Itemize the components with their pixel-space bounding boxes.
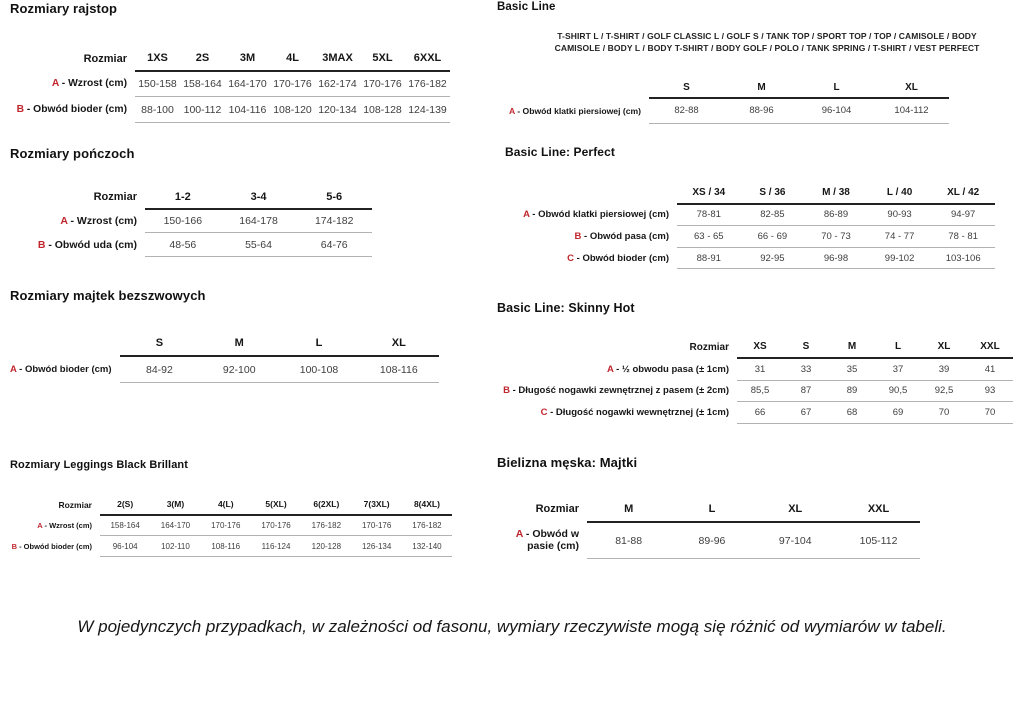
measurement-label: B - Obwód bioder (cm) xyxy=(16,104,127,116)
section-basic-line-skinny-hot xyxy=(497,301,1024,424)
size-value: 170-176 xyxy=(201,515,251,536)
size-value: 96-104 xyxy=(100,536,150,557)
measurement-row xyxy=(10,356,439,383)
measurement-letter: B xyxy=(503,385,510,397)
size-value: 174-182 xyxy=(296,209,372,233)
size-value: 170-176 xyxy=(270,71,315,97)
size-column-header: M / 38 xyxy=(804,182,868,204)
size-value: 104-116 xyxy=(225,97,270,123)
size-column-header: 5(XL) xyxy=(251,495,301,515)
measurement-row xyxy=(10,71,450,97)
measurement-label: B - Obwód pasa (cm) xyxy=(574,230,669,242)
size-column-header: XXL xyxy=(967,336,1013,358)
size-value: 150-158 xyxy=(135,71,180,97)
size-value: 162-174 xyxy=(315,71,360,97)
measurement-label: A - Obwód bioder (cm) xyxy=(10,363,112,375)
size-value: 170-176 xyxy=(351,515,401,536)
size-column-header: L xyxy=(875,336,921,358)
section-title: Rozmiary rajstop xyxy=(10,1,118,16)
measurement-letter: A xyxy=(60,214,68,227)
size-column-header: 5XL xyxy=(360,47,405,71)
section-basic-line-perfect xyxy=(497,146,1019,269)
size-table-leggings xyxy=(10,495,452,558)
size-table-skinny-hot xyxy=(497,336,1013,424)
size-value: 41 xyxy=(967,358,1013,380)
measurement-row xyxy=(497,204,995,226)
product-list-line: T-SHIRT L / T-SHIRT / GOLF CLASSIC L / GOLF S / TANK TOP / SPORT TOP / TOP / CAMISOLE / BODY xyxy=(557,31,977,42)
size-column-header: 3-4 xyxy=(221,186,297,209)
size-value: 82-88 xyxy=(649,98,724,123)
measurement-row xyxy=(10,233,372,257)
size-column-header: 1XS xyxy=(135,47,180,71)
size-value: 120-134 xyxy=(315,97,360,123)
size-column-header: S xyxy=(783,336,829,358)
product-list-line: CAMISOLE / BODY L / BODY T-SHIRT / BODY GOLF / POLO / TANK SPRING / T-SHIRT / VEST PERFECT xyxy=(554,43,980,54)
size-value: 78-81 xyxy=(677,204,741,226)
size-column-header: XL xyxy=(754,497,837,522)
measurement-label: C - Długość nogawki wewnętrznej (± 1cm) xyxy=(540,407,729,419)
measurement-row xyxy=(497,98,949,123)
measurement-label: A - Obwód klatki piersiowej (cm) xyxy=(523,209,669,221)
size-column-header: XS / 34 xyxy=(677,182,741,204)
size-value: 164-170 xyxy=(225,71,270,97)
size-value: 33 xyxy=(783,358,829,380)
size-value: 92-100 xyxy=(199,356,279,383)
measurement-label: A - Obwód klatki piersiowej (cm) xyxy=(509,105,641,116)
size-corner-label: Rozmiar xyxy=(689,341,729,353)
measurement-label: B - Obwód bioder (cm) xyxy=(11,541,92,551)
size-value: 126-134 xyxy=(351,536,401,557)
size-value: 176-182 xyxy=(402,515,452,536)
size-table-majtki-meskie xyxy=(497,497,920,560)
size-column-header: 5-6 xyxy=(296,186,372,209)
size-column-header: XS xyxy=(737,336,783,358)
measurement-letter: A xyxy=(606,363,614,375)
size-value: 116-124 xyxy=(251,536,301,557)
size-value: 84-92 xyxy=(120,356,200,383)
size-value: 150-166 xyxy=(145,209,221,233)
size-value: 94-97 xyxy=(931,204,995,226)
size-value: 92-95 xyxy=(741,247,805,269)
size-value: 158-164 xyxy=(180,71,225,97)
section-leggings xyxy=(10,459,470,557)
header-row xyxy=(10,331,439,356)
section-title: Basic Line: Skinny Hot xyxy=(497,301,635,315)
size-value: 105-112 xyxy=(837,522,920,559)
size-column-header: 2S xyxy=(180,47,225,71)
measurement-row xyxy=(497,380,1013,402)
section-title: Bielizna męska: Majtki xyxy=(497,455,638,470)
size-value: 89-96 xyxy=(670,522,753,559)
size-value: 132-140 xyxy=(402,536,452,557)
size-table-majtki-bezszwowe xyxy=(10,331,439,384)
measurement-label: A - Obwód w pasie (cm) xyxy=(515,527,579,553)
size-column-header: 7(3XL) xyxy=(351,495,401,515)
header-row xyxy=(10,186,372,209)
size-value: 124-139 xyxy=(405,97,450,123)
size-value: 82-85 xyxy=(741,204,805,226)
header-row xyxy=(10,47,450,71)
measurement-letter: A xyxy=(515,527,523,540)
size-value: 70 xyxy=(967,402,1013,424)
measurement-label: A - Wzrost (cm) xyxy=(37,520,92,530)
size-corner-label xyxy=(10,331,120,356)
measurement-letter: A xyxy=(51,78,59,90)
size-value: 74 - 77 xyxy=(868,225,932,247)
section-title: Basic Line: Perfect xyxy=(505,145,615,159)
size-value: 67 xyxy=(783,402,829,424)
size-value: 176-182 xyxy=(405,71,450,97)
size-table-ponczochy xyxy=(10,186,372,258)
measurement-letter: B xyxy=(16,104,25,116)
size-column-header: S xyxy=(120,331,200,356)
measurement-label: B - Obwód uda (cm) xyxy=(37,238,137,251)
size-value: 88-96 xyxy=(724,98,799,123)
size-column-header: 8(4XL) xyxy=(402,495,452,515)
section-title: Rozmiary majtek bezszwowych xyxy=(10,288,206,303)
size-column-header: M xyxy=(587,497,670,522)
size-value: 100-108 xyxy=(279,356,359,383)
size-value: 90,5 xyxy=(875,380,921,402)
size-value: 164-178 xyxy=(221,209,297,233)
size-value: 170-176 xyxy=(360,71,405,97)
size-corner-label: Rozmiar xyxy=(93,191,137,204)
size-column-header: L / 40 xyxy=(868,182,932,204)
size-value: 64-76 xyxy=(296,233,372,257)
size-value: 85,5 xyxy=(737,380,783,402)
size-value: 66 xyxy=(737,402,783,424)
size-value: 48-56 xyxy=(145,233,221,257)
measurement-row xyxy=(10,97,450,123)
size-value: 63 - 65 xyxy=(677,225,741,247)
size-value: 176-182 xyxy=(301,515,351,536)
size-value: 92,5 xyxy=(921,380,967,402)
size-value: 70 - 73 xyxy=(804,225,868,247)
size-column-header: XL xyxy=(921,336,967,358)
size-value: 86-89 xyxy=(804,204,868,226)
size-value: 158-164 xyxy=(100,515,150,536)
section-ponczochy xyxy=(10,147,470,257)
size-value: 108-116 xyxy=(201,536,251,557)
measurement-label: B - Długość nogawki zewnętrznej z pasem (± 2cm) xyxy=(503,385,729,397)
size-value: 87 xyxy=(783,380,829,402)
size-value: 108-116 xyxy=(359,356,439,383)
measurement-row xyxy=(497,225,995,247)
size-corner-label xyxy=(497,77,649,98)
size-value: 68 xyxy=(829,402,875,424)
size-column-header: M xyxy=(829,336,875,358)
size-value: 81-88 xyxy=(587,522,670,559)
size-value: 102-110 xyxy=(150,536,200,557)
section-bielizna-meska xyxy=(497,456,927,559)
size-value: 108-128 xyxy=(360,97,405,123)
size-column-header: 6XXL xyxy=(405,47,450,71)
section-majtki-bezszwowe xyxy=(10,289,470,383)
measurement-label: A - ½ obwodu pasa (± 1cm) xyxy=(606,363,729,375)
measurement-letter: A xyxy=(37,520,43,530)
size-value: 39 xyxy=(921,358,967,380)
size-column-header: 6(2XL) xyxy=(301,495,351,515)
size-value: 96-104 xyxy=(799,98,874,123)
size-column-header: S xyxy=(649,77,724,98)
size-value: 99-102 xyxy=(868,247,932,269)
size-table-basic-line xyxy=(497,77,949,124)
section-title: Rozmiary Leggings Black Brillant xyxy=(10,459,189,471)
size-column-header: XL xyxy=(874,77,949,98)
measurement-letter: C xyxy=(540,407,548,419)
size-value: 35 xyxy=(829,358,875,380)
size-value: 70 xyxy=(921,402,967,424)
size-column-header: 3MAX xyxy=(315,47,360,71)
measurement-letter: A xyxy=(523,209,530,221)
section-rajstop xyxy=(10,2,470,123)
measurement-row xyxy=(10,536,452,557)
size-column-header: M xyxy=(199,331,279,356)
size-value: 66 - 69 xyxy=(741,225,805,247)
measurement-letter: B xyxy=(37,238,46,251)
measurement-letter: A xyxy=(509,105,515,116)
size-value: 78 - 81 xyxy=(931,225,995,247)
size-column-header: XXL xyxy=(837,497,920,522)
size-value: 89 xyxy=(829,380,875,402)
size-value: 103-106 xyxy=(931,247,995,269)
measurement-label: A - Wzrost (cm) xyxy=(51,78,127,90)
measurement-label: C - Obwód bioder (cm) xyxy=(567,252,669,264)
size-column-header: L xyxy=(799,77,874,98)
product-list xyxy=(517,30,1017,54)
size-value: 164-170 xyxy=(150,515,200,536)
measurement-letter: B xyxy=(11,541,17,551)
measurement-letter: C xyxy=(567,252,574,264)
measurement-row xyxy=(497,522,920,559)
header-row xyxy=(497,336,1013,358)
size-table-perfect xyxy=(497,182,995,270)
size-column-header: 2(S) xyxy=(100,495,150,515)
size-column-header: 3M xyxy=(225,47,270,71)
size-value: 88-100 xyxy=(135,97,180,123)
measurement-row xyxy=(10,515,452,536)
size-value: 37 xyxy=(875,358,921,380)
size-corner-label: Rozmiar xyxy=(535,503,579,516)
size-value: 104-112 xyxy=(874,98,949,123)
size-column-header: L xyxy=(279,331,359,356)
header-row xyxy=(497,497,920,522)
size-table-rajstop xyxy=(10,47,450,124)
size-value: 96-98 xyxy=(804,247,868,269)
size-value: 120-128 xyxy=(301,536,351,557)
size-column-header: 3(M) xyxy=(150,495,200,515)
size-value: 97-104 xyxy=(754,522,837,559)
size-column-header: 1-2 xyxy=(145,186,221,209)
measurement-letter: A xyxy=(10,363,17,375)
size-corner-label: Rozmiar xyxy=(83,52,127,65)
size-value: 100-112 xyxy=(180,97,225,123)
size-value: 93 xyxy=(967,380,1013,402)
size-corner-label xyxy=(497,182,677,204)
section-title: Basic Line xyxy=(497,1,556,13)
size-column-header: M xyxy=(724,77,799,98)
size-value: 31 xyxy=(737,358,783,380)
size-value: 55-64 xyxy=(221,233,297,257)
measurement-row xyxy=(497,247,995,269)
size-column-header: 4(L) xyxy=(201,495,251,515)
size-column-header: S / 36 xyxy=(741,182,805,204)
measurement-row xyxy=(10,209,372,233)
size-value: 170-176 xyxy=(251,515,301,536)
disclaimer-note: W pojedynczych przypadkach, w zależności od fasonu, wymiary rzeczywiste mogą się różnić od wymiarów w tabeli. xyxy=(77,617,947,636)
measurement-row xyxy=(497,358,1013,380)
measurement-row xyxy=(497,402,1013,424)
section-title: Rozmiary pończoch xyxy=(10,146,135,161)
measurement-letter: B xyxy=(574,230,582,242)
section-basic-line xyxy=(497,1,1019,124)
size-corner-label: Rozmiar xyxy=(58,499,92,510)
header-row xyxy=(497,182,995,204)
header-row xyxy=(497,77,949,98)
size-column-header: 4L xyxy=(270,47,315,71)
size-value: 108-120 xyxy=(270,97,315,123)
size-column-header: L xyxy=(670,497,753,522)
size-column-header: XL / 42 xyxy=(931,182,995,204)
size-value: 90-93 xyxy=(868,204,932,226)
size-column-header: XL xyxy=(359,331,439,356)
measurement-label: A - Wzrost (cm) xyxy=(60,214,137,227)
header-row xyxy=(10,495,452,515)
size-value: 88-91 xyxy=(677,247,741,269)
size-value: 69 xyxy=(875,402,921,424)
